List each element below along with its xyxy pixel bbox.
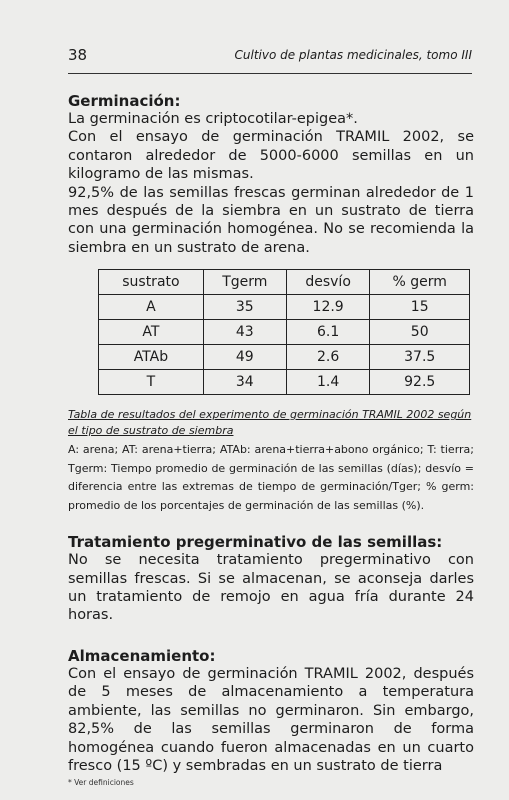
table-row	[99, 345, 470, 370]
page-header	[68, 46, 472, 68]
tratamiento-paragraph: No se necesita tratamiento pregerminativo con semillas frescas. Si se almacenan, se aconseja darles un tratamiento de remojo en agua fría durante 24 horas.	[68, 552, 474, 624]
table-header-cell: Tgerm	[203, 270, 286, 295]
section-title-tratamiento: Tratamiento pregerminativo de las semillas:	[68, 533, 443, 552]
table-cell: 35	[203, 295, 286, 320]
table-cell: 34	[203, 370, 286, 395]
table-cell: 1.4	[286, 370, 370, 395]
germinacion-paragraph-3: 92,5% de las semillas frescas germinan alrededor de 1 mes después de la siembra en un sustrato de tierra con una germinación homogénea. No se recomienda la siembra en un sustrato de arena.	[68, 184, 474, 256]
table-header-cell: desvío	[286, 270, 370, 295]
table-row	[99, 370, 470, 395]
table-cell: A	[99, 295, 204, 320]
table-cell: ATAb	[99, 345, 204, 370]
footnote: * Ver definiciones	[68, 778, 134, 787]
table-cell: T	[99, 370, 204, 395]
table-header-cell: % germ	[370, 270, 470, 295]
table-cell: 37.5	[370, 345, 470, 370]
germinacion-paragraph-2: Con el ensayo de germinación TRAMIL 2002, se contaron alrededor de 5000-6000 semillas en un kilogramo de las mismas.	[68, 129, 474, 183]
page-number: 38	[68, 46, 88, 64]
table-row	[99, 295, 470, 320]
table-legend: A: arena; AT: arena+tierra; ATAb: arena+tierra+abono orgánico; T: tierra; Tgerm: Tiempo promedio de germinación de las semillas (días); desvío = diferencia entre las extremas de tiempo de germinación/Tger; % germ: promedio de los porcentajes de germinación de las semillas (%).	[68, 443, 474, 512]
almacenamiento-paragraph: Con el ensayo de germinación TRAMIL 2002, después de 5 meses de almacenamiento a temperatura ambiente, las semillas no germinaron. Sin embargo, 82,5% de las semillas germinaron de forma homogénea cuando fueron almacenadas en un cuarto fresco (15 ºC) y sembradas en un sustrato de tierra	[68, 665, 474, 774]
table-header-cell: sustrato	[99, 270, 204, 295]
main-content	[68, 92, 474, 775]
table-row	[99, 320, 470, 345]
table-cell: 6.1	[286, 320, 370, 345]
running-title: Cultivo de plantas medicinales, tomo III	[234, 48, 472, 62]
table-cell: 2.6	[286, 345, 370, 370]
table-cell: 12.9	[286, 295, 370, 320]
section-title-germinacion: Germinación:	[68, 92, 181, 110]
table-cell: AT	[99, 320, 204, 345]
table-cell: 49	[203, 345, 286, 370]
table-cell: 92.5	[370, 370, 470, 395]
germinacion-paragraph-1: La germinación es criptocotilar-epigea*.	[68, 111, 358, 127]
table-cell: 50	[370, 320, 470, 345]
table-cell: 43	[203, 320, 286, 345]
header-rule	[68, 73, 472, 74]
table-cell: 15	[370, 295, 470, 320]
table-caption: Tabla de resultados del experimento de germinación TRAMIL 2002 según el tipo de sustrato de siembra	[68, 408, 472, 438]
table-header-row	[99, 270, 470, 295]
germination-table	[98, 269, 470, 395]
section-title-almacenamiento: Almacenamiento:	[68, 646, 216, 665]
